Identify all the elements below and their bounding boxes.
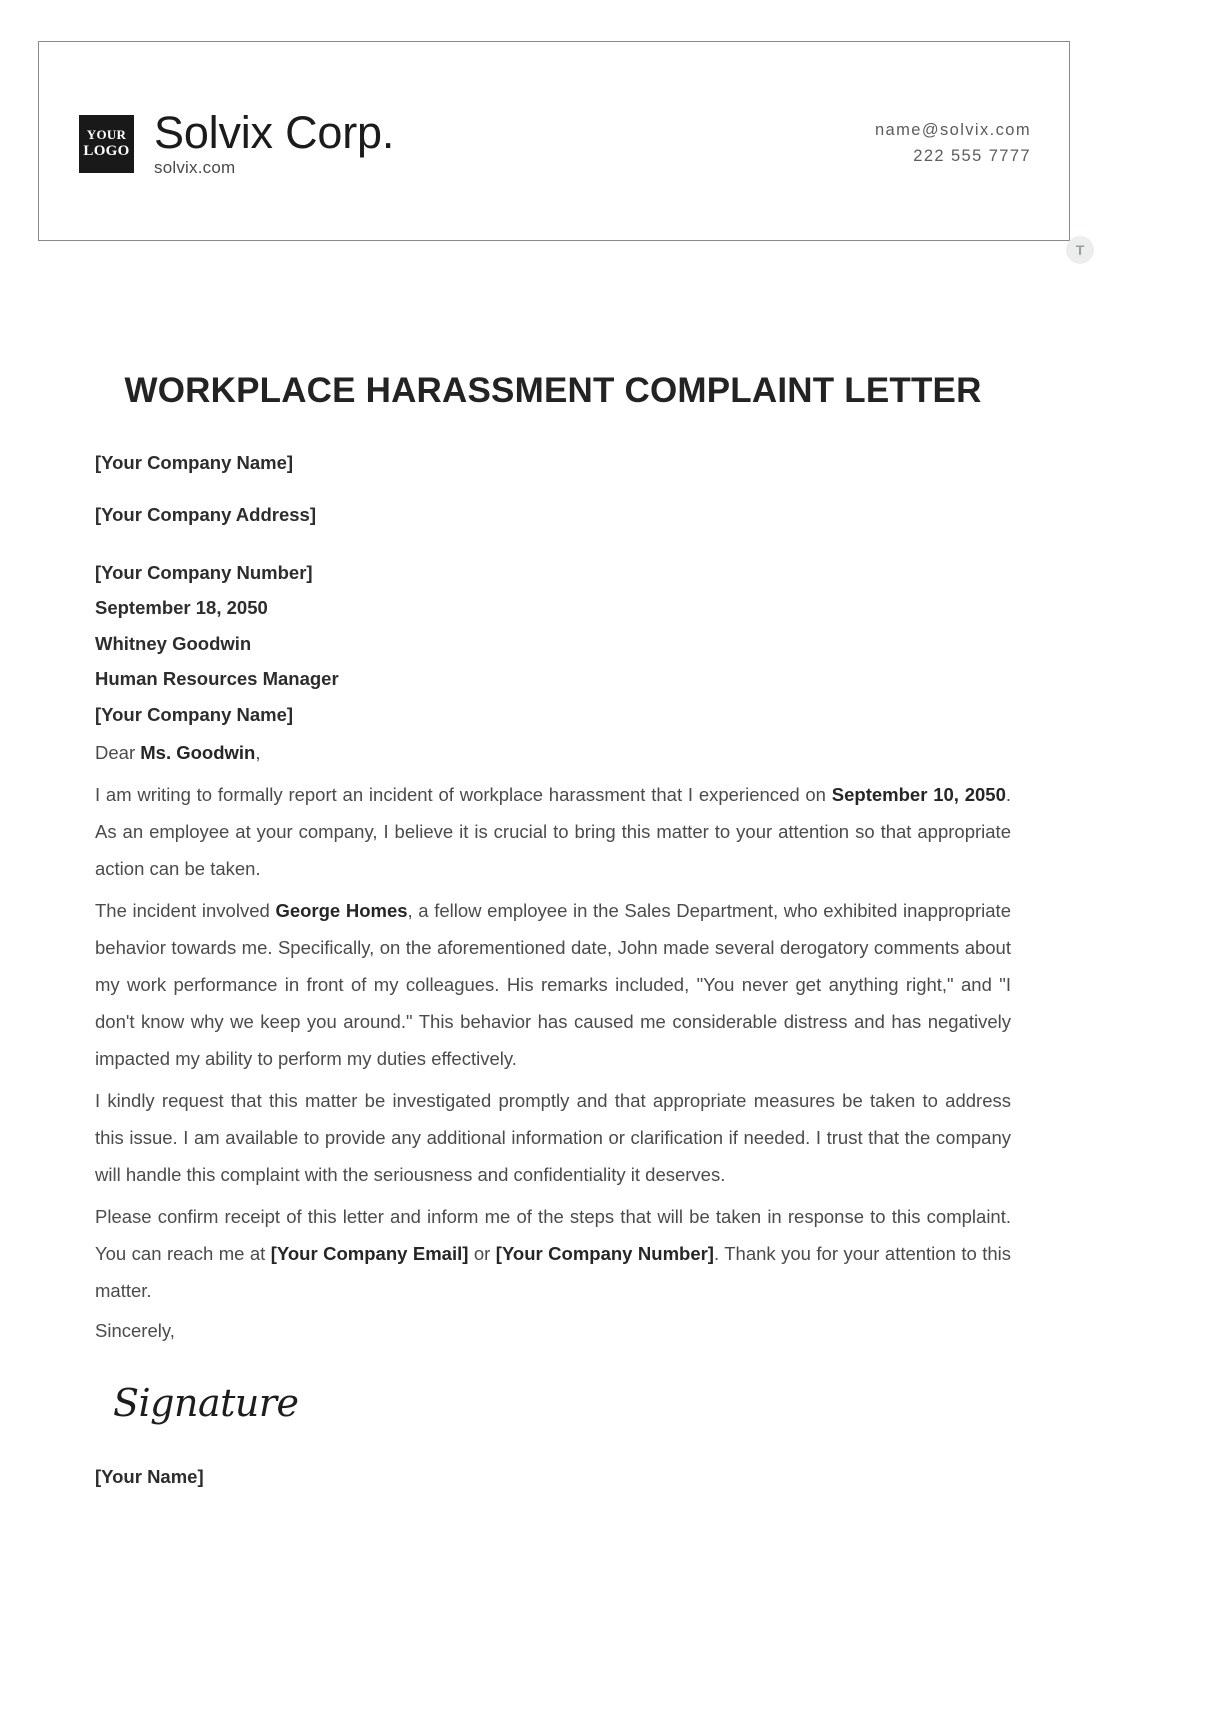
- contact-number-placeholder: [Your Company Number]: [495, 1242, 714, 1264]
- recipient-company: [Your Company Name]: [95, 703, 294, 725]
- paragraph-3: I kindly request that this matter be investigated promptly and that appropriate measures be taken to address this issue. I am available to provide any additional information or clarification if needed. I trust that the company will handle this complaint with the seriousness and confidentiality it deserves.: [95, 1089, 1011, 1185]
- incident-date: September 10, 2050: [831, 783, 1006, 805]
- recipient-address-block: [95, 555, 1011, 733]
- company-logo-placeholder: [79, 115, 134, 173]
- sender-line: [Your Company Address]: [95, 503, 316, 525]
- sender-address-block: [95, 451, 1011, 528]
- page-title: WORKPLACE HARASSMENT COMPLAINT LETTER: [124, 371, 982, 410]
- contact-block: [875, 118, 1031, 169]
- salutation-suffix: ,: [255, 742, 261, 764]
- letterhead-header: [38, 41, 1070, 241]
- company-website: solvix.com: [154, 157, 236, 177]
- signer-name: [Your Name]: [95, 1465, 204, 1487]
- letter-date: September 18, 2050: [95, 597, 268, 619]
- paragraph-4: [95, 1198, 1011, 1309]
- salutation-prefix: Dear: [95, 742, 141, 764]
- company-name: Solvix Corp.: [154, 107, 395, 159]
- paragraph-1-text-a: I am writing to formally report an incident of workplace harassment that I experienced on: [95, 783, 832, 805]
- salutation: [95, 735, 1011, 771]
- signature-image: Signature: [113, 1380, 299, 1425]
- paragraph-2-text-a: The incident involved: [95, 899, 276, 921]
- recipient-line: [Your Company Number]: [95, 561, 313, 583]
- logo-text-logo: LOGO: [83, 142, 130, 159]
- contact-phone: 222 555 7777: [913, 147, 1031, 165]
- subject-name: George Homes: [275, 899, 408, 921]
- brand-block: [154, 107, 395, 178]
- letterhead-content: [39, 104, 1069, 184]
- letter-body: [95, 366, 1011, 1488]
- closing-salutation: Sincerely,: [95, 1319, 175, 1341]
- paragraph-2: [95, 892, 1011, 1077]
- template-badge-icon[interactable]: T: [1066, 236, 1094, 264]
- sender-line: [Your Company Name]: [95, 451, 294, 473]
- paragraph-4-text-a: Please confirm receipt of this letter and inform me of the steps that will be taken in response to this complaint. You can reach me at: [95, 1205, 1011, 1264]
- paragraph-4-text-c: . Thank you for your attention to this matter.: [95, 1242, 1012, 1301]
- paragraph-1: [95, 776, 1011, 887]
- paragraph-4-text-b: or: [468, 1242, 496, 1264]
- salutation-name: Ms. Goodwin: [140, 742, 256, 764]
- recipient-name: Whitney Goodwin: [95, 632, 252, 654]
- contact-email: name@solvix.com: [874, 121, 1031, 140]
- logo-text-your: YOUR: [86, 127, 127, 143]
- paragraph-2-text-b: , a fellow employee in the Sales Department, who exhibited inappropriate behavior towards me. Specifically, on the aforementioned date, John made several derogatory comments about my work performance in front of my colleagues. His remarks included, "You never get anything right," and "I don't know why we keep you around." This behavior has caused me considerable distress and has negatively impacted my ability to perform my duties effectively.: [95, 899, 1011, 1069]
- recipient-title: Human Resources Manager: [95, 668, 339, 690]
- contact-email-placeholder: [Your Company Email]: [270, 1242, 469, 1264]
- paragraph-1-text-b: . As an employee at your company, I believe it is crucial to bring this matter to your attention so that appropriate action can be taken.: [95, 783, 1011, 879]
